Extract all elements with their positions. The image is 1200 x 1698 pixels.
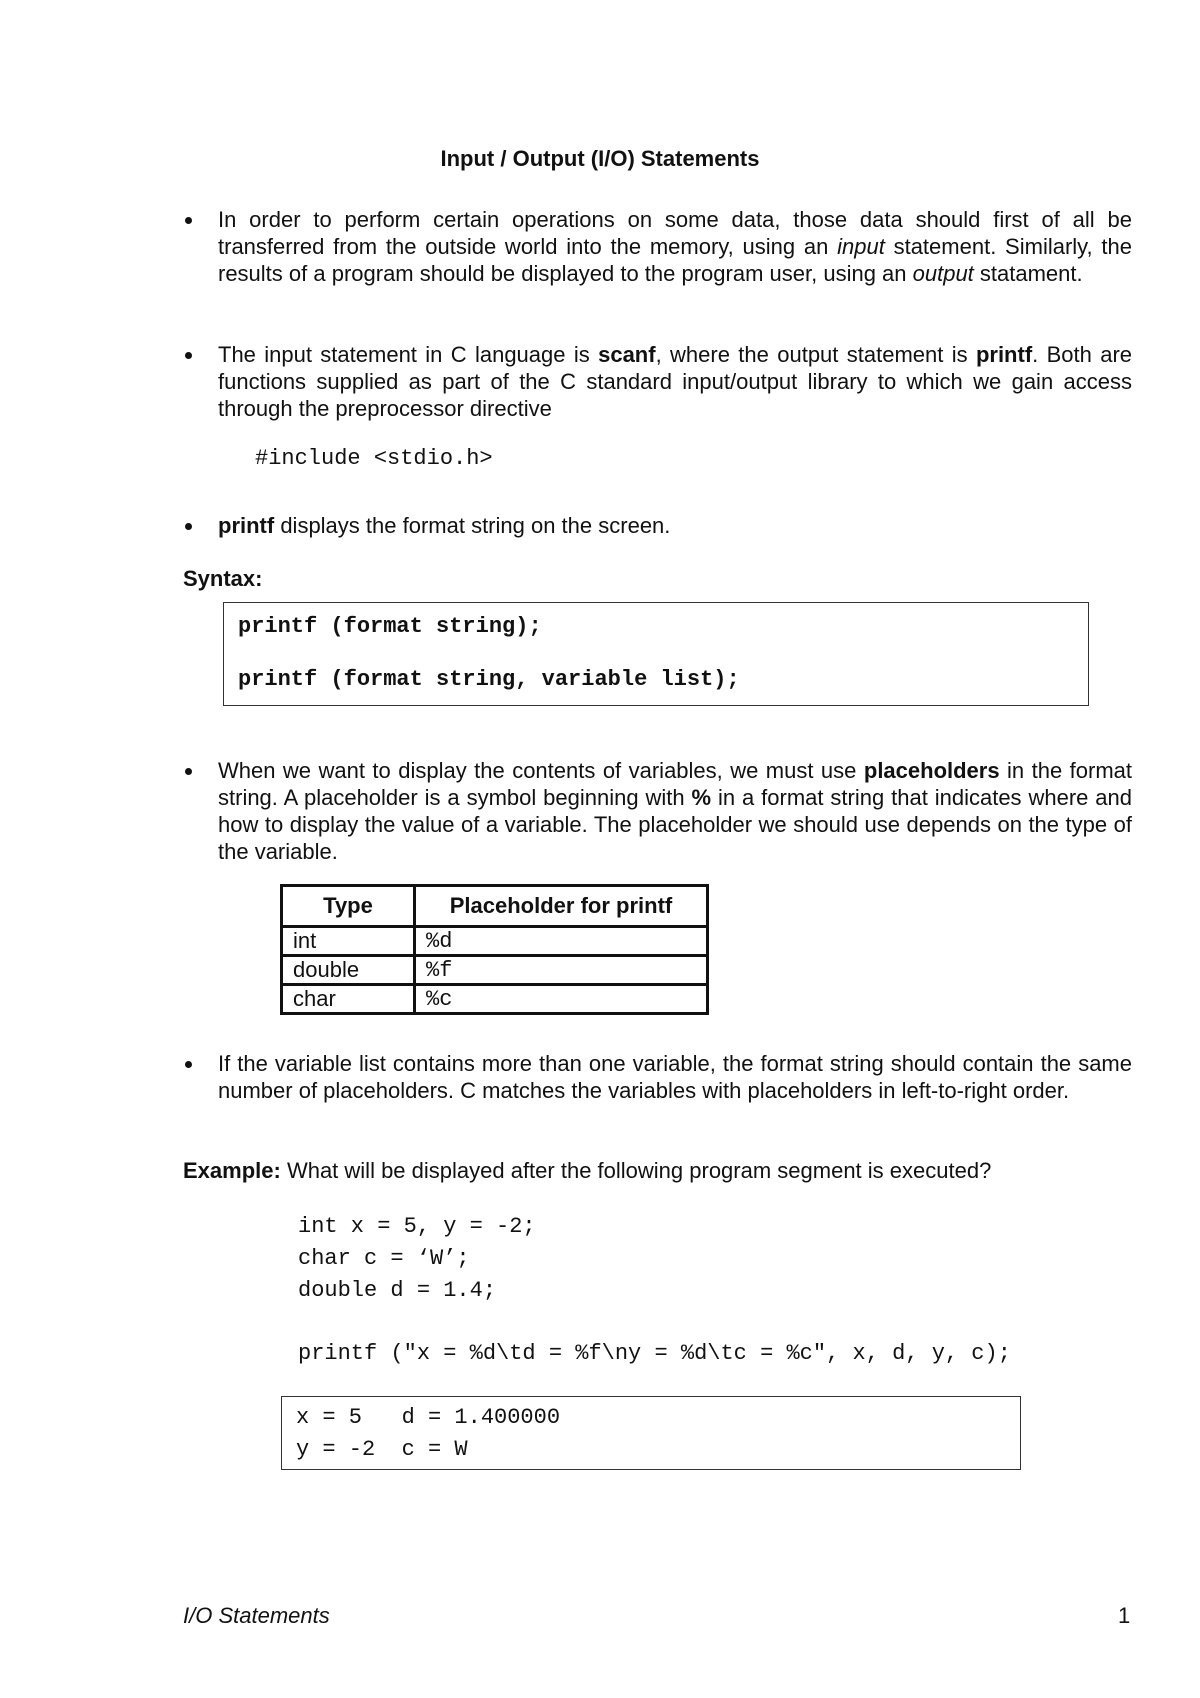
- syntax-label: Syntax:: [183, 566, 263, 591]
- output-box: [281, 1396, 1021, 1470]
- paragraph-placeholders: [218, 757, 1132, 865]
- text-run: . Both are functions supplied as part of the C standard input/output library to which we gain access through the preprocessor directive: [218, 342, 1132, 421]
- code-line: char c = ‘W’;: [298, 1246, 470, 1271]
- keyword-printf: printf: [975, 342, 1033, 367]
- keyword-placeholders: placeholders: [863, 758, 1000, 783]
- emphasis-input: input: [837, 234, 885, 259]
- bullet-icon: [183, 512, 197, 539]
- keyword-scanf: scanf: [598, 342, 656, 367]
- footer-title: I/O Statements: [183, 1603, 330, 1628]
- text-run: In order to perform certain operations on some data, those data should first of all be transferred from the outside world into the memory, using an: [218, 207, 1132, 259]
- example-line: [183, 1157, 1133, 1184]
- table-header-type: Type: [282, 886, 415, 927]
- table-row: [282, 985, 708, 1014]
- table-cell-type: char: [282, 985, 415, 1014]
- text-run: statement. Similarly, the results of a program should be displayed to the program user, using an: [218, 234, 1132, 286]
- text-run: If the variable list contains more than one variable, the format string should contain the same number of placeholders. C matches the variables with placeholders in left-to-right order.: [218, 1051, 1132, 1103]
- table-cell-placeholder: %d: [415, 927, 708, 956]
- text-run: , where the output statement is: [655, 342, 976, 367]
- example-question: What will be displayed after the following program segment is executed?: [280, 1158, 992, 1183]
- text-run: The input statement in C language is: [218, 342, 599, 367]
- example-label: Example:: [183, 1158, 281, 1183]
- keyword-percent: %: [691, 785, 712, 810]
- table-cell-type: double: [282, 956, 415, 985]
- code-line: double d = 1.4;: [298, 1278, 497, 1303]
- bullet-icon: [183, 757, 197, 784]
- page-number: 1: [1118, 1603, 1131, 1628]
- bullet-icon: [183, 341, 197, 368]
- text-run: When we want to display the contents of variables, we must use: [218, 758, 864, 783]
- output-line: y = -2 c = W: [296, 1437, 468, 1462]
- table-cell-type: int: [282, 927, 415, 956]
- text-run: in a format string that indicates where and how to display the value of a variable. The placeholder we should use depends on the type of the variable.: [218, 785, 1132, 864]
- include-directive: #include <stdio.h>: [255, 446, 493, 471]
- table-header-placeholder: Placeholder for printf: [415, 886, 708, 927]
- code-line: printf ("x = %d\td = %f\ny = %d\tc = %c", x, d, y, c);: [298, 1341, 1011, 1366]
- syntax-line: printf (format string);: [238, 614, 542, 639]
- paragraph-input-output: [218, 206, 1132, 287]
- table-cell-placeholder: %c: [415, 985, 708, 1014]
- page-title: Input / Output (I/O) Statements: [440, 146, 760, 171]
- syntax-box: [223, 602, 1089, 706]
- keyword-printf: printf: [218, 513, 275, 538]
- syntax-line: printf (format string, variable list);: [238, 667, 740, 692]
- table-row: [282, 927, 708, 956]
- text-run: in the format string. A placeholder is a symbol beginning with: [218, 758, 1133, 810]
- paragraph-variable-list: [218, 1050, 1132, 1104]
- text-run: statament.: [973, 261, 1083, 286]
- table-cell-placeholder: %f: [415, 956, 708, 985]
- placeholder-table: [280, 884, 709, 1015]
- paragraph-printf-displays: [218, 512, 1132, 539]
- paragraph-scanf-printf: [218, 341, 1132, 422]
- bullet-icon: [183, 1050, 197, 1077]
- table-header-row: [282, 886, 708, 927]
- output-line: x = 5 d = 1.400000: [296, 1405, 561, 1430]
- emphasis-output: output: [912, 261, 974, 286]
- code-line: int x = 5, y = -2;: [298, 1214, 536, 1239]
- table-row: [282, 956, 708, 985]
- text-run: displays the format string on the screen.: [274, 513, 671, 538]
- bullet-icon: [183, 206, 197, 233]
